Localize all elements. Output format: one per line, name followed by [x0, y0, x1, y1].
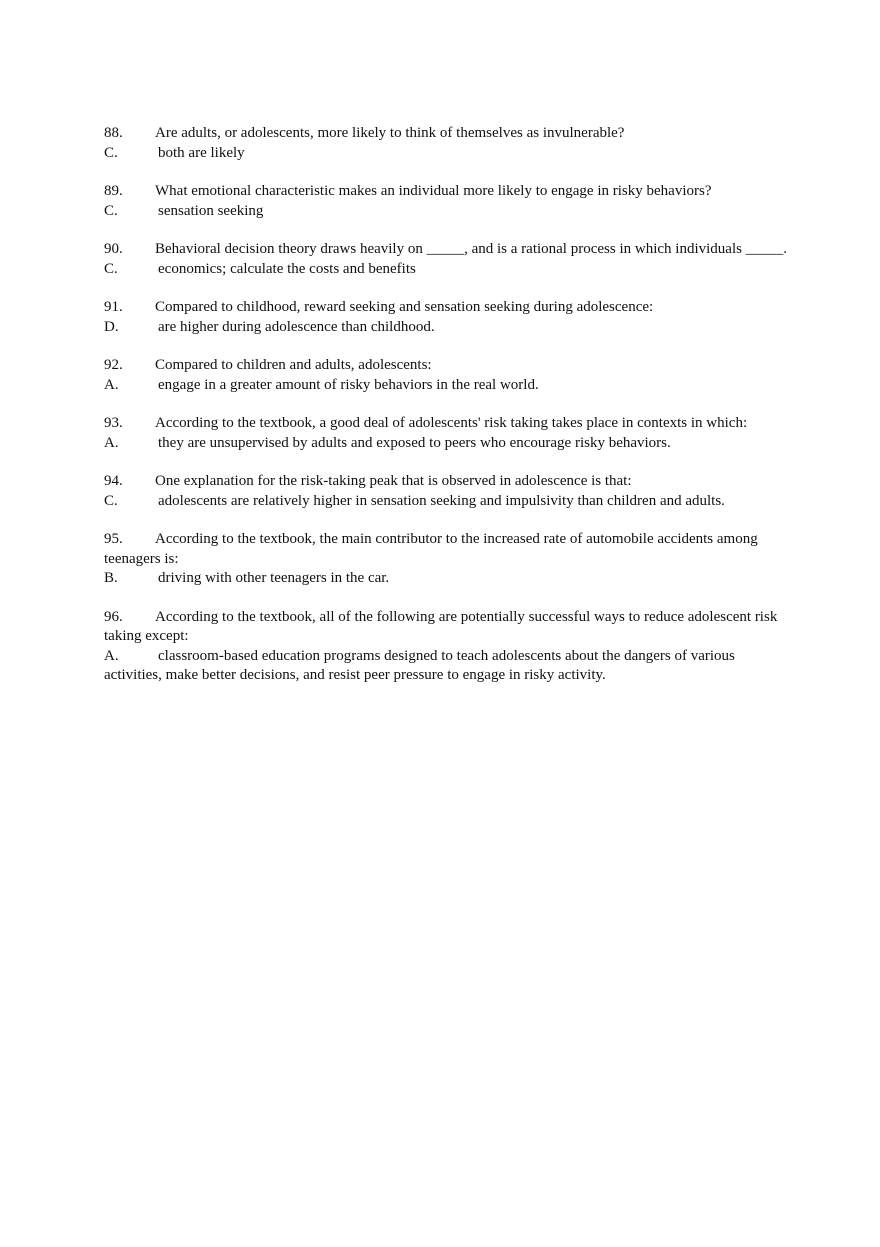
- question-text: Behavioral decision theory draws heavily on _____, and is a rational process in which individuals _____.: [155, 241, 787, 257]
- question-number: 90.: [104, 241, 123, 257]
- answer-line: [104, 492, 794, 512]
- answer-line: [104, 434, 794, 454]
- question-number: 94.: [104, 473, 123, 489]
- question-item: [104, 608, 794, 686]
- question-item: [104, 182, 794, 221]
- question-number: 93.: [104, 415, 123, 431]
- question-number: 91.: [104, 299, 123, 315]
- question-text: According to the textbook, the main contributor to the increased rate of automobile accidents among teenagers is:: [104, 531, 758, 567]
- answer-line: [104, 569, 794, 589]
- question-text: According to the textbook, all of the following are potentially successful ways to reduce adolescent risk taking except:: [104, 608, 778, 644]
- question-number: 89.: [104, 183, 123, 199]
- question-number: 96.: [104, 608, 123, 625]
- answer-text: adolescents are relatively higher in sensation seeking and impulsivity than children and adults.: [158, 492, 725, 509]
- question-line: [104, 182, 794, 202]
- answer-line: [104, 260, 794, 280]
- question-line: [104, 356, 794, 376]
- answer-letter: D.: [104, 318, 119, 335]
- answer-letter: C.: [104, 492, 118, 509]
- question-line: [104, 124, 794, 144]
- question-item: [104, 240, 794, 279]
- question-line: [104, 298, 794, 318]
- answer-text: driving with other teenagers in the car.: [158, 570, 390, 586]
- question-line: [104, 240, 794, 260]
- question-item: [104, 356, 794, 395]
- answer-letter: C.: [104, 202, 118, 219]
- question-text: What emotional characteristic makes an individual more likely to engage in risky behaviors?: [155, 183, 712, 199]
- question-item: [104, 414, 794, 453]
- question-line: [104, 530, 794, 569]
- document-page: [104, 124, 794, 705]
- answer-text: classroom-based education programs designed to teach adolescents about the dangers of various activities, make better decisions, and resist peer pressure to engage in risky activity.: [104, 647, 735, 683]
- question-text: Compared to children and adults, adolescents:: [155, 357, 432, 373]
- answer-text: sensation seeking: [158, 202, 264, 219]
- question-text: One explanation for the risk-taking peak that is observed in adolescence is that:: [155, 473, 632, 489]
- answer-text: they are unsupervised by adults and exposed to peers who encourage risky behaviors.: [158, 434, 671, 451]
- question-item: [104, 530, 794, 589]
- answer-line: [104, 144, 794, 164]
- question-text: Are adults, or adolescents, more likely to think of themselves as invulnerable?: [155, 125, 625, 141]
- question-text: According to the textbook, a good deal of adolescents' risk taking takes place in contexts in which:: [155, 415, 748, 431]
- question-number: 95.: [104, 531, 123, 547]
- answer-letter: B.: [104, 570, 118, 586]
- question-item: [104, 472, 794, 511]
- answer-text: are higher during adolescence than childhood.: [158, 318, 435, 335]
- answer-text: both are likely: [158, 144, 245, 161]
- question-item: [104, 124, 794, 163]
- question-line: [104, 608, 794, 647]
- answer-line: [104, 318, 794, 338]
- answer-text: engage in a greater amount of risky behaviors in the real world.: [158, 376, 539, 393]
- question-line: [104, 414, 794, 434]
- question-number: 92.: [104, 357, 123, 373]
- answer-letter: A.: [104, 434, 119, 451]
- answer-letter: A.: [104, 647, 119, 664]
- answer-line: [104, 376, 794, 396]
- question-item: [104, 298, 794, 337]
- answer-text: economics; calculate the costs and benefits: [158, 260, 416, 277]
- answer-letter: A.: [104, 376, 119, 393]
- answer-line: [104, 202, 794, 222]
- question-line: [104, 472, 794, 492]
- answer-line: [104, 647, 794, 686]
- answer-letter: C.: [104, 260, 118, 277]
- answer-letter: C.: [104, 144, 118, 161]
- question-number: 88.: [104, 125, 123, 141]
- question-text: Compared to childhood, reward seeking and sensation seeking during adolescence:: [155, 299, 654, 315]
